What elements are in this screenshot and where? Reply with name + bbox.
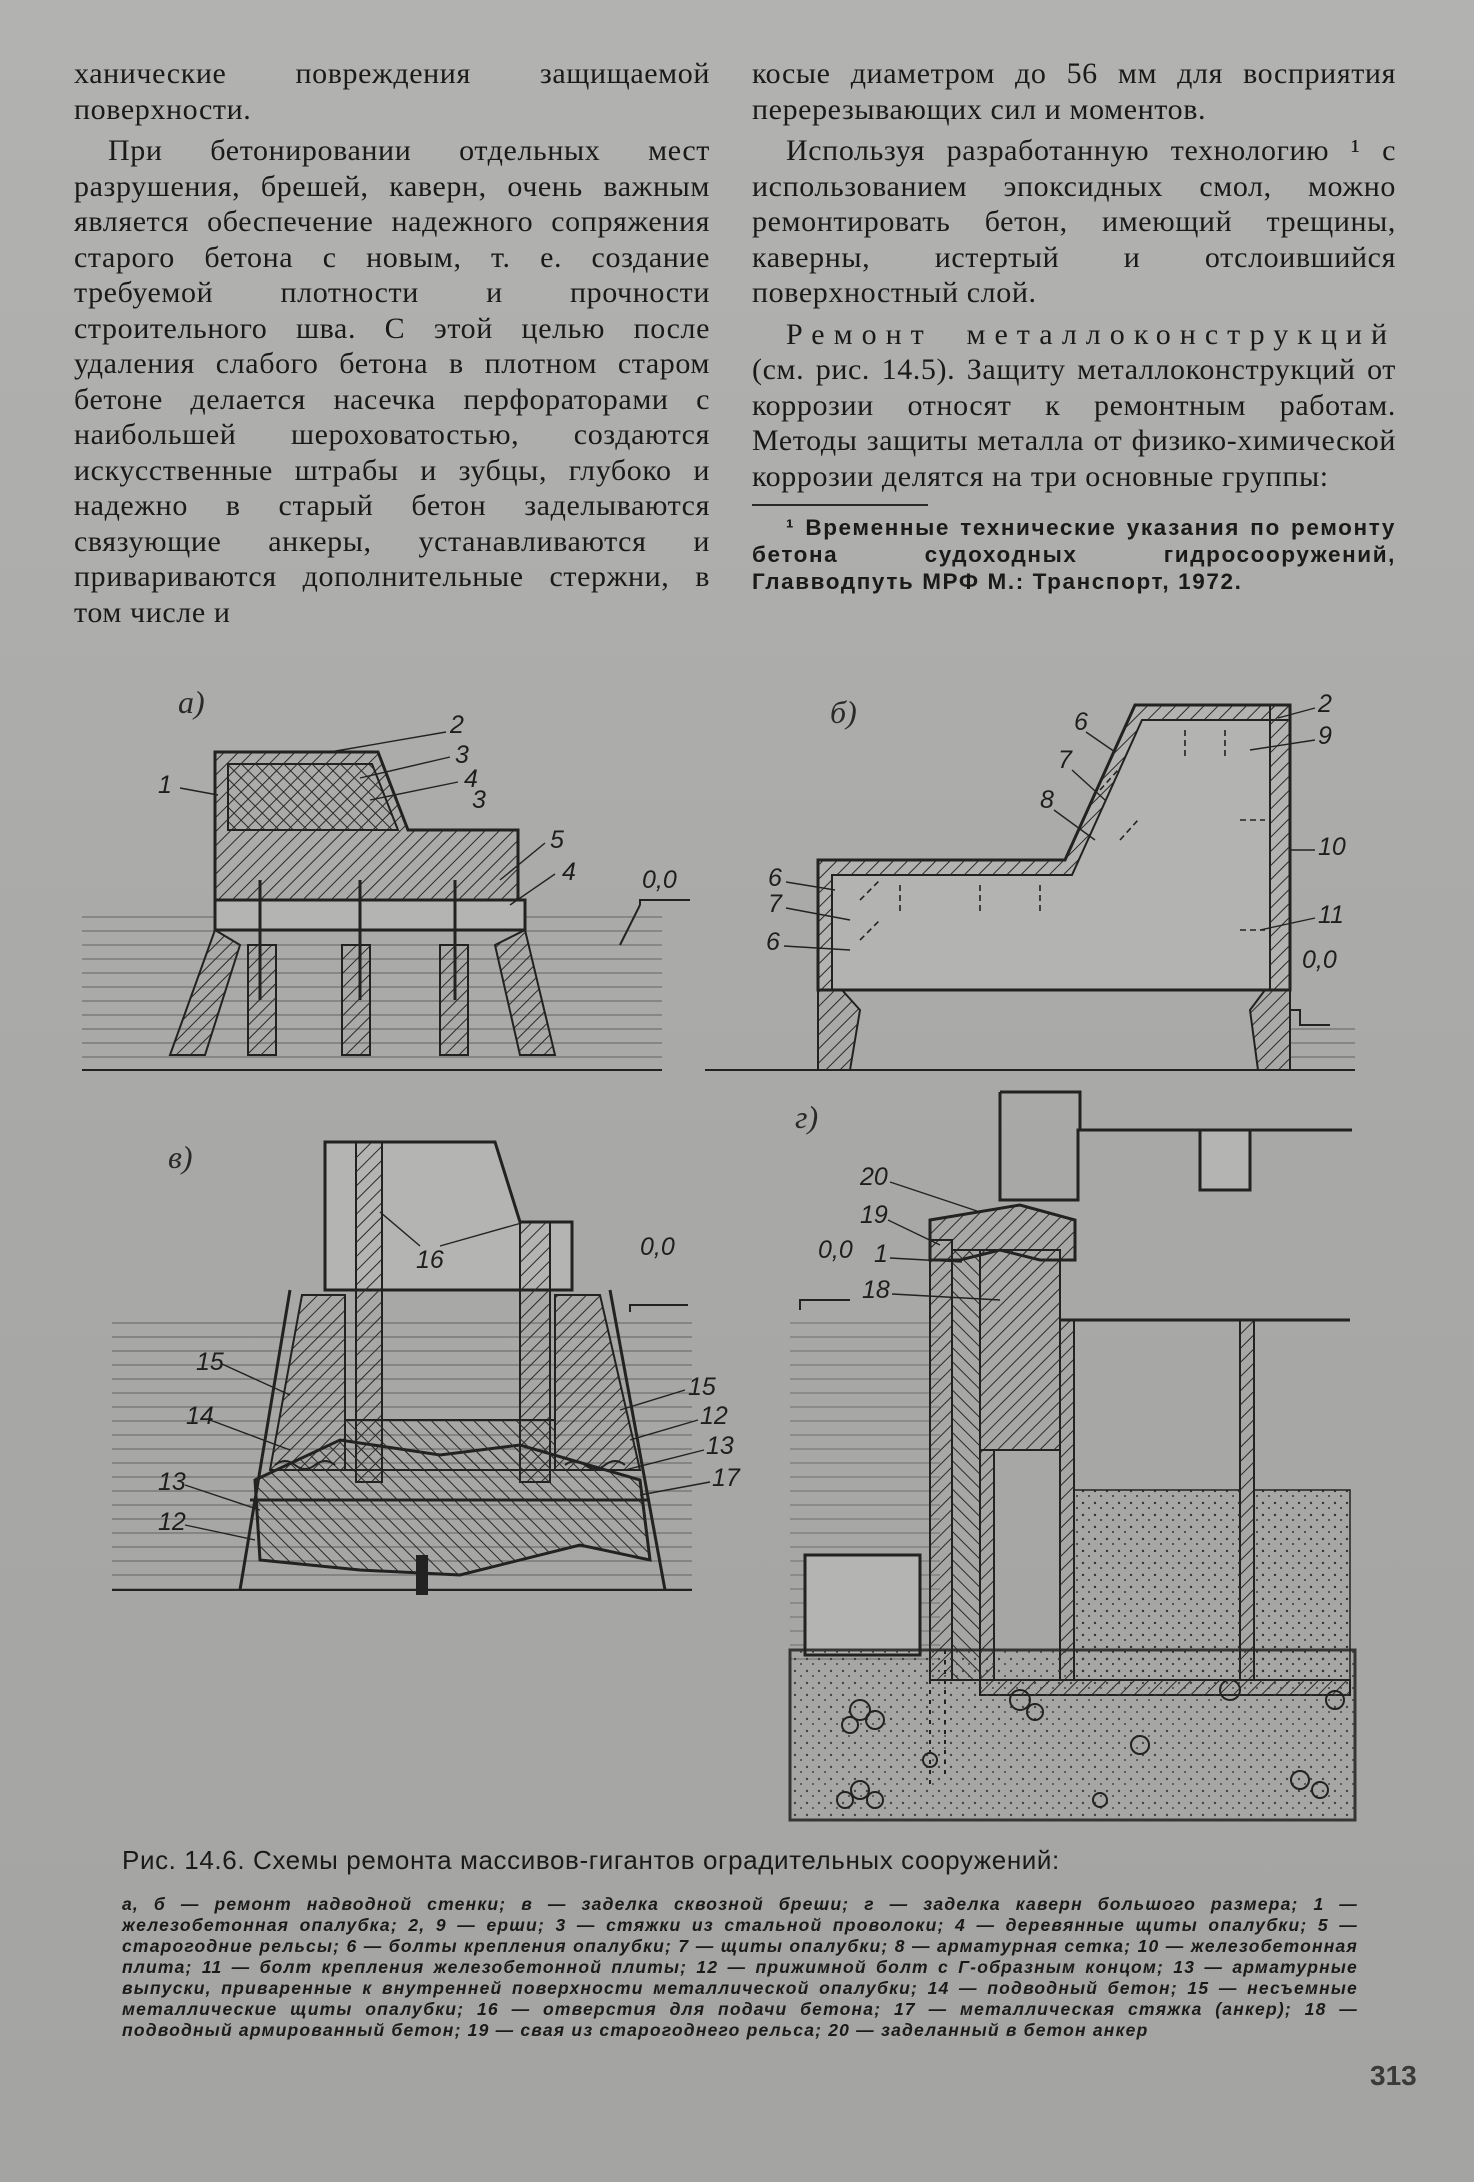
svg-text:16: 16: [416, 1246, 444, 1274]
svg-text:12: 12: [158, 1508, 186, 1536]
diagram-a: [82, 684, 690, 1070]
svg-text:12: 12: [700, 1402, 728, 1430]
svg-text:1: 1: [874, 1240, 888, 1268]
sub-label-v: в): [168, 1139, 193, 1175]
caption-title: Рис. 14.6. Схемы ремонта массивов-гигантов оградительных сооружений:: [122, 1845, 1060, 1875]
svg-text:20: 20: [860, 1163, 888, 1191]
water-level-a: 0,0: [642, 866, 677, 894]
sub-label-a: а): [178, 684, 205, 720]
svg-text:7: 7: [1058, 746, 1072, 774]
caption-body: а, б — ремонт надводной стенки; в — заделка сквозной бреши; г — заделка каверн большого размера; 1 — железобетонная опалубка; 2, 9 — ерши; 3 — стяжки из стальной проволоки; 4 — деревянные щиты опалубки; 5 — старогодние рельсы; 6 — болты крепления опалубки; 7 — щиты опалубки; 8 — арматурная сетка; 10 — железобетонная плита; 11 — болт крепления железобетонной плиты; 12 — прижимной болт с Г-образным концом; 13 — арматурные выпуски, приваренные к внутренней поверхности металлической опалубки; 14 — подводный бетон; 15 — несъемные металлические щиты опалубки; 16 — отверстия для подачи бетона; 17 — металлическая стяжка (анкер); 18 — подводный армированный бетон; 19 — свая из старогоднего рельса; 20 — заделанный в бетон анкер: [122, 1893, 1358, 2040]
svg-text:8: 8: [1040, 786, 1054, 814]
right-paragraph-1: косые диаметром до 56 мм для восприятия перерезывающих сил и моментов.: [752, 57, 1396, 126]
right-paragraph-3-text: (см. рис. 14.5). Защиту металлоконструкций от коррозии относят к ремонтным работам. Методы защиты металла от физико-химической коррозии делятся на три основные группы:: [752, 353, 1396, 493]
diagram-g: [790, 1092, 1355, 1820]
svg-text:19: 19: [860, 1201, 888, 1229]
svg-text:9: 9: [1318, 722, 1332, 750]
svg-text:15: 15: [196, 1348, 224, 1376]
svg-text:17: 17: [712, 1464, 740, 1492]
svg-text:14: 14: [186, 1402, 214, 1430]
footnote: ¹ Временные технические указания по ремонту бетона судоходных гидросооружений, Главводпуть МРФ М.: Транспорт, 1972.: [752, 515, 1396, 594]
diagram-b: [705, 690, 1355, 1070]
svg-text:4: 4: [562, 858, 576, 886]
svg-text:6: 6: [766, 928, 780, 956]
svg-text:4: 4: [464, 765, 478, 793]
svg-text:3: 3: [472, 786, 486, 814]
left-paragraph-1: ханические повреждения защищаемой поверхности.: [74, 57, 710, 126]
svg-text:7: 7: [768, 890, 782, 918]
svg-text:2: 2: [450, 711, 464, 739]
svg-text:6: 6: [1074, 708, 1088, 736]
svg-text:1: 1: [158, 771, 172, 799]
left-paragraph-2: При бетонировании отдельных мест разрушения, брешей, каверн, очень важным является обеспечение надежного сопряжения старого бетона с новым, т. е. создание требуемой плотности и прочности строительного шва. С этой целью после удаления слабого бетона в плотном старом бетоне делается насечка перфораторами с наибольшей шероховатостью, создаются искусственные штрабы и зубцы, глубоко и надежно в старый бетон заделываются связующие анкеры, устанавливаются и привариваются дополнительные стержни, в том числе и: [74, 134, 710, 629]
svg-text:6: 6: [768, 864, 782, 892]
water-level-v: 0,0: [640, 1233, 675, 1261]
svg-text:10: 10: [1318, 833, 1346, 861]
sub-label-b: б): [830, 694, 857, 730]
svg-text:2: 2: [1318, 690, 1332, 718]
sub-label-g: г): [795, 1099, 819, 1135]
diagram-v: [112, 1139, 741, 1595]
svg-text:5: 5: [550, 826, 564, 854]
page-number: 313: [1370, 2060, 1417, 2091]
svg-text:3: 3: [455, 741, 469, 769]
water-level-b: 0,0: [1302, 946, 1337, 974]
svg-text:18: 18: [862, 1276, 890, 1304]
svg-text:11: 11: [1318, 901, 1344, 929]
svg-text:13: 13: [706, 1432, 734, 1460]
right-paragraph-2: Используя разработанную технологию ¹ с использованием эпоксидных смол, можно ремонтировать бетон, имеющий трещины, каверны, истертый и отслоившийся поверхностный слой.: [752, 134, 1396, 309]
svg-text:15: 15: [688, 1373, 716, 1401]
water-level-g: 0,0: [818, 1236, 853, 1264]
svg-text:13: 13: [158, 1468, 186, 1496]
figure-caption: [122, 1844, 1358, 2058]
spaced-heading: Ремонт металлоконструкций: [786, 317, 1396, 351]
